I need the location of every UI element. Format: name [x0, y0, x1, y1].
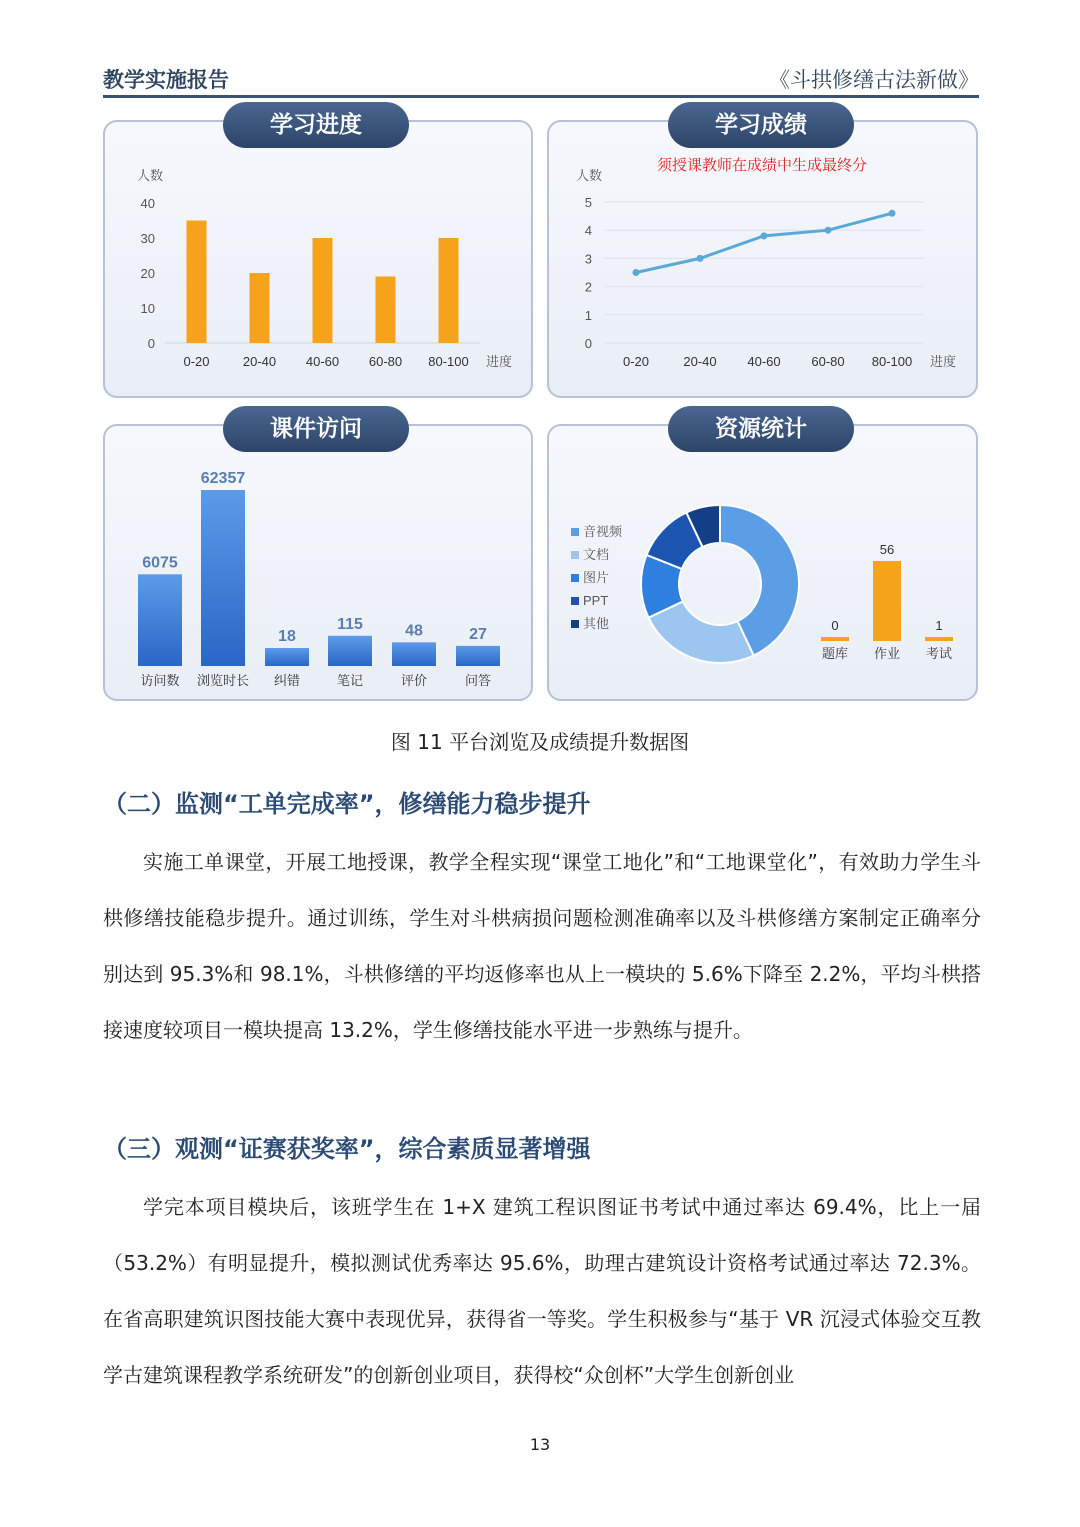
y-tick-label: 3 — [584, 251, 592, 267]
y-tick-label: 40 — [140, 196, 155, 211]
scores-note: 须授课教师在成绩中生成最终分 — [656, 157, 868, 174]
data-label: 48 — [405, 622, 423, 640]
x-axis-label: 进度 — [485, 354, 513, 369]
data-point — [889, 210, 896, 217]
header-document-name: 《斗拱修缮古法新做》 — [769, 68, 979, 92]
legend-label: 其他 — [583, 616, 610, 631]
x-tick-label: 问答 — [464, 673, 492, 688]
data-label: 0 — [831, 618, 839, 633]
progress-chart — [105, 122, 531, 396]
x-tick-label: 20-40 — [242, 354, 277, 369]
data-label: 27 — [469, 625, 487, 643]
header-title: 教学实施报告 — [103, 68, 229, 92]
x-tick-label: 60-80 — [368, 354, 403, 369]
x-tick-label: 40-60 — [747, 354, 781, 369]
bar — [138, 574, 182, 666]
y-tick-label: 0 — [584, 336, 592, 351]
data-point — [697, 255, 704, 262]
bar — [187, 221, 207, 344]
section-body-3 — [103, 1179, 981, 1403]
bar — [392, 642, 436, 666]
x-tick-label: 60-80 — [811, 354, 845, 369]
legend-label: PPT — [583, 593, 609, 608]
scores-chart — [549, 122, 976, 396]
header-rule — [103, 95, 979, 98]
y-tick-label: 1 — [584, 307, 592, 323]
data-label: 18 — [278, 628, 296, 646]
legend-swatch — [571, 528, 579, 536]
section-heading-2: （二）监测“工单完成率”，修缮能力稳步提升 — [103, 790, 591, 818]
bar — [439, 238, 459, 343]
section-3-paragraph: 学完本项目模块后，该班学生在 1+X 建筑工程识图证书考试中通过率达 69.4%，比上一届（53.2%）有明显提升，模拟测试优秀率达 95.6%，助理古建筑设计资格考试通过率达 72.3%。在省高职建筑识图技能大赛中表现优异，获得省一等奖。学生积极参与“基于 VR 沉浸式体验交互教学古建筑课程教学系统研发”的创新创业项目，获得校“众创杯”大学生创新创业 — [103, 1195, 981, 1387]
scores-panel-title: 学习成绩 — [668, 102, 854, 148]
y-tick-label: 20 — [140, 266, 155, 281]
resources-chart — [549, 426, 976, 699]
legend-label: 文档 — [583, 547, 610, 562]
x-tick-label: 作业 — [873, 646, 901, 661]
x-tick-label: 80-100 — [428, 354, 469, 369]
x-tick-label: 0-20 — [183, 354, 210, 369]
legend-swatch — [571, 620, 579, 628]
bar — [873, 561, 901, 641]
section-heading-3: （三）观测“证赛获奖率”，综合素质显著增强 — [103, 1135, 591, 1163]
x-tick-label: 评价 — [400, 673, 428, 688]
resources-panel — [547, 424, 978, 701]
legend-label: 音视频 — [583, 524, 623, 539]
bar — [925, 637, 953, 641]
bar — [201, 490, 245, 666]
x-tick-label: 20-40 — [683, 354, 717, 369]
y-tick-label: 4 — [584, 223, 592, 239]
figure-caption: 图 11 平台浏览及成绩提升数据图 — [390, 730, 690, 754]
series-line — [636, 213, 892, 272]
legend-label: 图片 — [583, 570, 610, 585]
x-tick-label: 考试 — [925, 646, 953, 661]
data-label: 6075 — [142, 554, 178, 572]
data-point — [633, 269, 640, 276]
page-number: 13 — [529, 1435, 551, 1454]
bar — [265, 648, 309, 666]
data-point — [761, 232, 768, 239]
bar — [313, 238, 333, 343]
bar — [328, 636, 372, 666]
y-tick-label: 2 — [584, 279, 592, 295]
legend-swatch — [571, 551, 579, 559]
x-tick-label: 纠错 — [273, 673, 301, 688]
data-label: 62357 — [200, 470, 246, 487]
x-tick-label: 题库 — [821, 646, 849, 661]
x-axis-label: 进度 — [929, 354, 957, 369]
y-tick-label: 0 — [147, 336, 155, 351]
page-header — [103, 58, 979, 98]
scores-panel — [547, 120, 978, 398]
x-tick-label: 访问数 — [140, 673, 180, 688]
access-chart — [105, 426, 531, 699]
section-2-paragraph: 实施工单课堂，开展工地授课，教学全程实现“课堂工地化”和“工地课堂化”，有效助力学生斗栱修缮技能稳步提升。通过训练，学生对斗栱病损问题检测准确率以及斗栱修缮方案制定正确率分别达到 95.3%和 98.1%，斗栱修缮的平均返修率也从上一模块的 5.6%下降至 2.2%，平均斗栱搭接速度较项目一模块提高 13.2%，学生修缮技能水平进一步熟练与提升。 — [103, 850, 981, 1042]
progress-panel — [103, 120, 533, 398]
legend-swatch — [571, 597, 579, 605]
bar — [376, 277, 396, 344]
x-tick-label: 笔记 — [336, 673, 364, 688]
bar — [250, 273, 270, 343]
data-label: 115 — [337, 615, 363, 633]
y-axis-label: 人数 — [575, 168, 603, 183]
y-tick-label: 10 — [140, 301, 155, 316]
section-body-2 — [103, 834, 981, 1058]
progress-panel-title: 学习进度 — [223, 102, 409, 148]
x-tick-label: 40-60 — [305, 354, 340, 369]
access-panel-title: 课件访问 — [223, 406, 409, 452]
bar — [456, 646, 500, 666]
access-panel — [103, 424, 533, 701]
resources-panel-title: 资源统计 — [668, 406, 854, 452]
y-axis-label: 人数 — [136, 168, 164, 183]
data-label: 56 — [879, 542, 895, 557]
legend-swatch — [571, 574, 579, 582]
data-point — [825, 227, 832, 234]
y-tick-label: 30 — [140, 231, 155, 246]
y-tick-label: 5 — [584, 195, 592, 210]
data-label: 1 — [935, 618, 943, 633]
x-tick-label: 浏览时长 — [196, 673, 250, 688]
x-tick-label: 80-100 — [871, 354, 913, 369]
x-tick-label: 0-20 — [622, 354, 650, 369]
bar — [821, 637, 849, 641]
